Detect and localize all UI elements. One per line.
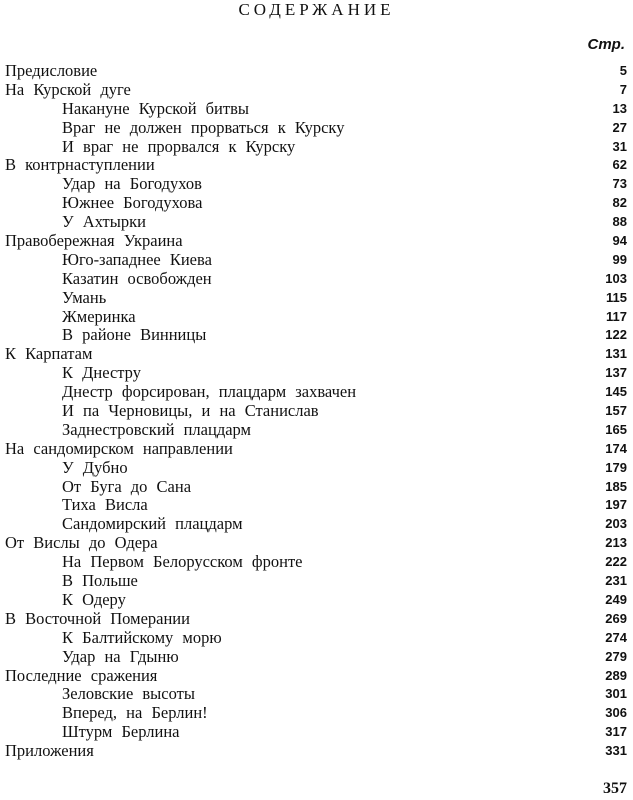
toc-entry-page: 279 bbox=[605, 648, 627, 664]
toc-entry-page: 222 bbox=[605, 554, 627, 570]
toc-section bbox=[0, 515, 633, 534]
toc-entry-title: От Буга до Сана bbox=[62, 476, 192, 496]
toc-entry-page: 5 bbox=[619, 63, 627, 78]
toc-entry-page: 137 bbox=[605, 365, 627, 381]
toc-section bbox=[0, 704, 633, 723]
toc-chapter bbox=[0, 534, 633, 553]
toc-section bbox=[0, 175, 633, 194]
toc-entry-title: Умань bbox=[62, 287, 107, 307]
toc-entry-page: 73 bbox=[612, 176, 627, 192]
toc-entry-title: К Днестру bbox=[62, 363, 141, 383]
toc-section bbox=[0, 496, 633, 515]
toc-entry-title: Сандомирский плацдарм bbox=[62, 514, 243, 534]
toc-entry-page: 117 bbox=[606, 308, 627, 324]
toc-entry-title: У Ахтырки bbox=[62, 212, 146, 232]
toc-section bbox=[0, 572, 633, 591]
page-number: 357 bbox=[603, 780, 627, 797]
toc-entry-title: От Вислы до Одера bbox=[5, 533, 158, 553]
toc-entry-title: Жмеринка bbox=[62, 306, 136, 326]
toc-section bbox=[0, 383, 633, 402]
toc-entry-title: Последние сражения bbox=[5, 665, 158, 685]
toc-entry-page: 99 bbox=[612, 251, 627, 267]
toc-entry-title: В районе Винницы bbox=[62, 325, 207, 345]
toc-entry-page: 197 bbox=[605, 497, 627, 513]
toc-entry-title: Юго-западнее Киева bbox=[62, 249, 212, 269]
toc-entry-page: 157 bbox=[605, 403, 627, 419]
toc-section bbox=[0, 138, 633, 157]
toc-entry-page: 289 bbox=[605, 667, 627, 683]
toc-entry-page: 249 bbox=[605, 591, 627, 607]
toc-entry-page: 274 bbox=[605, 629, 627, 645]
toc-chapter bbox=[0, 610, 633, 629]
toc-section bbox=[0, 402, 633, 421]
toc-entry-title: На Первом Белорусском фронте bbox=[62, 552, 303, 572]
toc-entry-title: Штурм Берлина bbox=[62, 722, 180, 742]
toc-entry-title: В Восточной Померании bbox=[5, 608, 190, 628]
toc-entry-title: На сандомирском направлении bbox=[5, 438, 233, 458]
toc-entry-title: Удар на Гдыню bbox=[62, 646, 179, 666]
toc-entry-title: К Балтийскому морю bbox=[62, 627, 222, 647]
toc-entry-page: 94 bbox=[612, 233, 627, 249]
toc-entry-page: 179 bbox=[605, 459, 627, 475]
toc-section bbox=[0, 100, 633, 119]
toc-entry-page: 145 bbox=[605, 384, 627, 400]
table-of-contents bbox=[0, 62, 633, 761]
toc-entry-title: Зеловские высоты bbox=[62, 684, 195, 704]
toc-entry-page: 131 bbox=[605, 346, 627, 362]
toc-chapter bbox=[0, 62, 633, 81]
toc-entry-page: 185 bbox=[605, 478, 627, 494]
toc-section bbox=[0, 251, 633, 270]
toc-entry-page: 301 bbox=[605, 686, 627, 702]
toc-entry-page: 31 bbox=[612, 138, 627, 154]
toc-entry-title: Накануне Курской битвы bbox=[62, 98, 249, 118]
toc-chapter bbox=[0, 232, 633, 251]
toc-entry-title: Вперед, на Берлин! bbox=[62, 703, 208, 723]
toc-entry-page: 165 bbox=[605, 421, 627, 437]
toc-entry-title: В Польше bbox=[62, 571, 138, 591]
toc-section bbox=[0, 685, 633, 704]
toc-entry-page: 82 bbox=[612, 195, 627, 211]
toc-entry-title: Днестр форсирован, плацдарм захвачен bbox=[62, 382, 357, 402]
toc-entry-page: 13 bbox=[612, 100, 627, 116]
toc-entry-page: 213 bbox=[605, 535, 627, 551]
toc-entry-title: И па Черновицы, и на Станислав bbox=[62, 401, 319, 421]
toc-section bbox=[0, 478, 633, 497]
toc-section bbox=[0, 194, 633, 213]
toc-section bbox=[0, 553, 633, 572]
toc-section bbox=[0, 421, 633, 440]
toc-entry-title: Южнее Богодухова bbox=[62, 193, 203, 213]
toc-entry-page: 88 bbox=[612, 214, 627, 230]
toc-entry-title: И враг не прорвался к Курску bbox=[62, 136, 296, 156]
toc-entry-page: 174 bbox=[605, 440, 627, 456]
toc-entry-page: 231 bbox=[605, 573, 627, 589]
toc-entry-page: 203 bbox=[605, 516, 627, 532]
toc-entry-page: 331 bbox=[605, 743, 627, 759]
toc-entry-page: 62 bbox=[612, 157, 627, 173]
toc-section bbox=[0, 648, 633, 667]
toc-entry-title: Враг не должен прорваться к Курску bbox=[62, 117, 345, 137]
toc-entry-page: 103 bbox=[605, 270, 627, 286]
toc-entry-title: Правобережная Украина bbox=[5, 231, 183, 251]
toc-entry-page: 27 bbox=[612, 119, 627, 135]
toc-entry-title: К Карпатам bbox=[5, 344, 93, 364]
toc-section bbox=[0, 213, 633, 232]
toc-entry-title: У Дубно bbox=[62, 457, 128, 477]
toc-chapter bbox=[0, 81, 633, 100]
toc-section bbox=[0, 270, 633, 289]
toc-section bbox=[0, 459, 633, 478]
toc-entry-title: Тиха Висла bbox=[62, 495, 148, 515]
toc-section bbox=[0, 326, 633, 345]
toc-entry-page: 306 bbox=[605, 705, 627, 721]
toc-entry-title: К Одеру bbox=[62, 589, 126, 609]
toc-entry-title: Предисловие bbox=[5, 61, 98, 80]
toc-section bbox=[0, 364, 633, 383]
toc-entry-title: Казатин освобожден bbox=[62, 268, 212, 288]
toc-entry-page: 115 bbox=[606, 289, 627, 305]
toc-entry-page: 122 bbox=[605, 327, 627, 343]
toc-section bbox=[0, 723, 633, 742]
toc-section bbox=[0, 289, 633, 308]
toc-entry-page: 7 bbox=[619, 81, 627, 97]
toc-entry-title: В контрнаступлении bbox=[5, 155, 155, 175]
toc-entry-title: Удар на Богодухов bbox=[62, 174, 202, 194]
page-title: СОДЕРЖАНИЕ bbox=[238, 0, 395, 19]
toc-chapter bbox=[0, 345, 633, 364]
toc-entry-page: 317 bbox=[605, 724, 627, 740]
toc-chapter bbox=[0, 440, 633, 459]
toc-chapter bbox=[0, 156, 633, 175]
toc-section bbox=[0, 629, 633, 648]
toc-section bbox=[0, 119, 633, 138]
toc-chapter bbox=[0, 667, 633, 686]
page-column-label: Стр. bbox=[587, 36, 625, 53]
toc-entry-page: 269 bbox=[605, 610, 627, 626]
toc-section bbox=[0, 308, 633, 327]
toc-section bbox=[0, 591, 633, 610]
toc-entry-title: Приложения bbox=[5, 741, 94, 761]
toc-entry-title: На Курской дуге bbox=[5, 79, 131, 99]
toc-chapter bbox=[0, 742, 633, 761]
toc-entry-title: Заднестровский плацдарм bbox=[62, 419, 251, 439]
